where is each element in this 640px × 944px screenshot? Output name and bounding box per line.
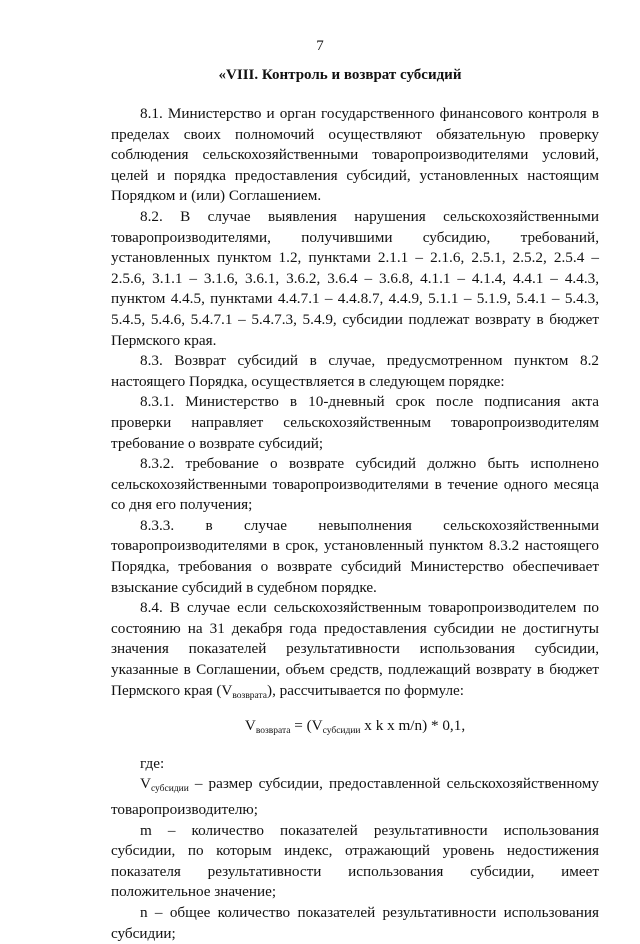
formula-s-subscript: субсидии — [322, 726, 361, 737]
def-v-subscript: субсидии — [150, 784, 189, 795]
paragraph-8-3-2: 8.3.2. требование о возврате субсидий должно быть исполнено сельскохозяйственными товаропроизводителями в течение одного месяца со дня его получения; — [111, 455, 599, 514]
paragraph-8-2: 8.2. В случае выявления нарушения сельскохозяйственными товаропроизводителями, получившими субсидию, требований, установленных пунктом 1.2, пунктами 2.1.1 – 2.1.6, 2.5.1, 2.5.2, 2.5.4 – 2.5.6, 3.1.1 – 3.1.6, 3.6.1, 3.6.2, 3.6.4 – 3.6.8, 4.1.1 – 4.1.4, 4.4.1 – 4.4.3, пунктом 4.4.5, пунктами 4.4.7.1 – 4.4.8.7, 4.4.9, 5.1.1 – 5.1.9, 5.4.1 – 5.4.3, 5.4.5, 5.4.6, 5.4.7.1 – 5.4.7.3, 5.4.9, субсидии подлежат возврату в бюджет Пермского края. — [111, 207, 599, 349]
paragraph-8-4-subscript: возврата — [232, 690, 268, 701]
paragraph-8-4 — [111, 598, 599, 706]
formula-v: V — [244, 717, 256, 735]
paragraph-8-3: 8.3. Возврат субсидий в случае, предусмотренном пунктом 8.2 настоящего Порядка, осуществляется в следующем порядке: — [111, 352, 599, 390]
page-number: 7 — [316, 38, 324, 54]
def-v-letter: V — [140, 775, 151, 793]
where-label: где: — [140, 754, 165, 772]
def-v-text: – размер субсидии, предоставленной сельскохозяйственному товаропроизводителю; — [111, 775, 599, 818]
paragraph-8-4-text: 8.4. В случае если сельскохозяйственным товаропроизводителем по состоянию на 31 декабря года предоставления субсидии не достигнуты значения показателей результативности использования субсидии, указанные в Соглашении, объем средств, подлежащий возврату в бюджет Пермского края (V — [111, 599, 599, 699]
formula-mid: = (V — [290, 717, 323, 735]
paragraph-8-3-3: 8.3.3. в случае невыполнения сельскохозяйственными товаропроизводителями в срок, установленный пунктом 8.3.2 настоящего Порядка, требования о возврате субсидий Министерство обеспечивает взыскание субсидий в судебном порядке. — [111, 516, 599, 596]
definition-v-subsidy — [111, 774, 599, 820]
formula — [111, 716, 599, 742]
paragraph-8-3-1: 8.3.1. Министерство в 10-дневный срок после подписания акта проверки направляет сельскохозяйственным товаропроизводителям требование о возврате субсидий; — [111, 393, 599, 452]
formula-end: х k х m/n) * 0,1, — [360, 717, 466, 735]
document-body — [111, 104, 599, 944]
paragraph-8-4-end: ), рассчитывается по формуле: — [267, 681, 464, 699]
definition-m: m – количество показателей результативности использования субсидии, по которым индекс, отражающий уровень недостижения показателя результативности использования субсидии, имеет положительное значение; — [111, 821, 599, 901]
formula-v-subscript: возврата — [255, 726, 291, 737]
section-title: «VIII. Контроль и возврат субсидий — [218, 67, 462, 83]
paragraph-8-1: 8.1. Министерство и орган государственного финансового контроля в пределах своих полномочий осуществляют обязательную проверку соблюдения сельскохозяйственными товаропроизводителями условий, целей и порядка предоставления субсидий, установленных настоящим Порядком и (или) Соглашением. — [111, 105, 599, 205]
definition-n: n – общее количество показателей результативности использования субсидии; — [111, 903, 599, 942]
